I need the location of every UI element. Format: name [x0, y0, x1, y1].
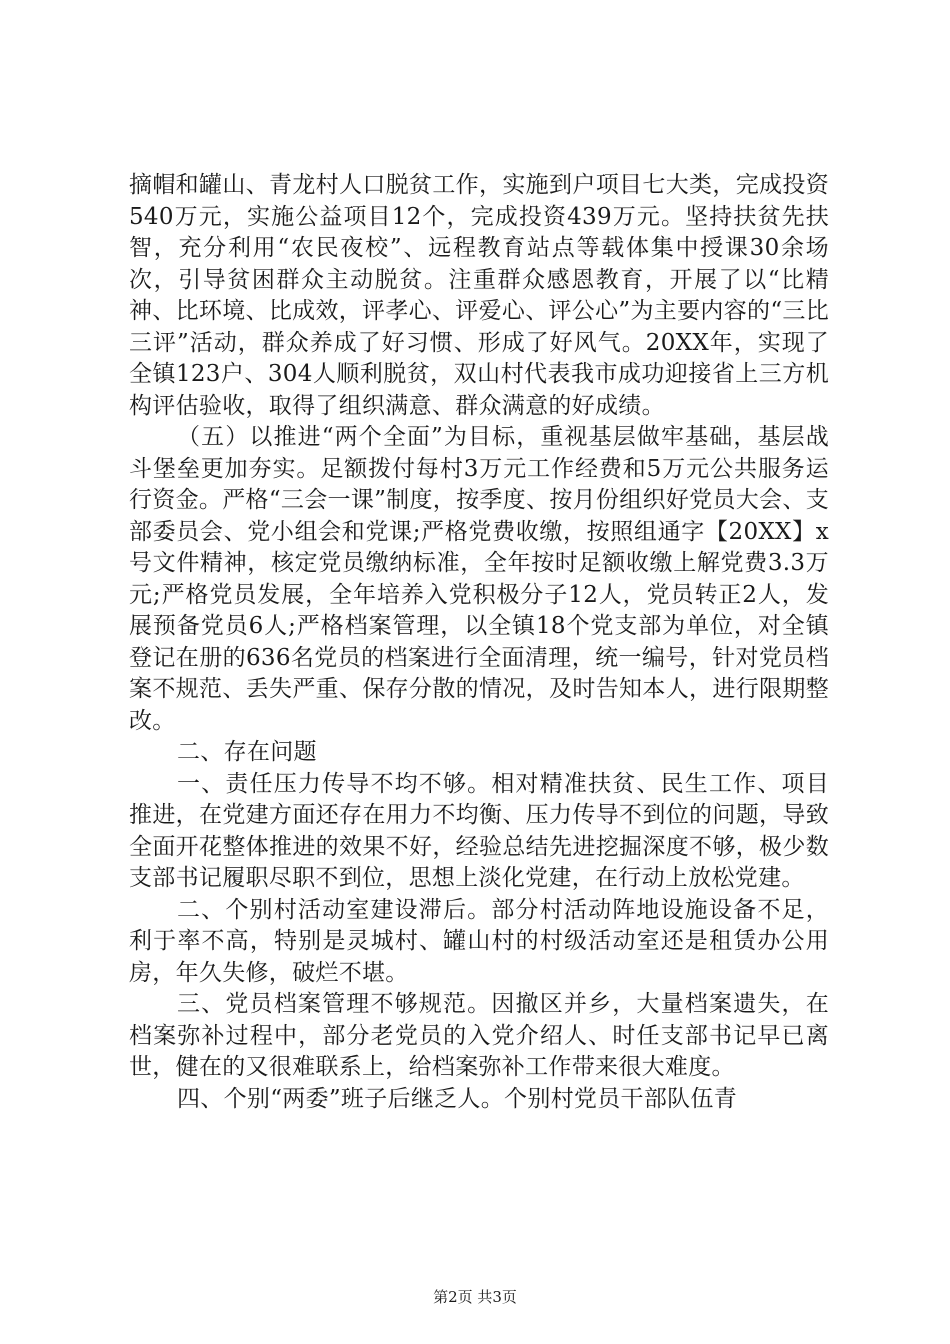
paragraph-problem-1: 一、责任压力传导不均不够。相对精准扶贫、民生工作、项目推进，在党建方面还存在用力不均衡、压力传导不到位的问题，导致全面开花整体推进的效果不好，经验总结先进挖掘深度不够，极少数支部书记履职尽职不到位，思想上淡化党建，在行动上放松党建。: [129, 770, 829, 891]
paragraph-problem-2: 二、个别村活动室建设滞后。部分村活动阵地设施设备不足，利于率不高，特别是灵城村、罐山村的村级活动室还是租赁办公用房，年久失修，破烂不堪。: [129, 896, 829, 986]
paragraph-grassroots: （五）以推进“两个全面”为目标，重视基层做牢基础，基层战斗堡垒更加夯实。足额拨付每村3万元工作经费和5万元公共服务运行资金。严格“三会一课”制度，按季度、按月份组织好党员大会、支部委员会、党小组会和党课;严格党费收缴，按照组通字【20XX】x号文件精神，核定党员缴纳标准，全年按时足额收缴上解党费3.3万元;严格党员发展，全年培养入党积极分子12人，党员转正2人，发展预备党员6人;严格档案管理，以全镇18个党支部为单位，对全镇登记在册的636名党员的档案进行全面清理，统一编号，针对党员档案不规范、丢失严重、保存分散的情况，及时告知本人，进行限期整改。: [129, 424, 829, 734]
page-footer: 第2页 共3页: [433, 1288, 517, 1306]
paragraph-problem-4: 四、个别“两委”班子后继乏人。个别村党员干部队伍青: [177, 1085, 738, 1112]
document-body: [129, 170, 829, 1115]
section-heading-problems: 二、存在问题: [177, 739, 317, 765]
paragraph-problem-3: 三、党员档案管理不够规范。因撤区并乡，大量档案遗失，在档案弥补过程中，部分老党员的入党介绍人、时任支部书记早已离世，健在的又很难联系上，给档案弥补工作带来很大难度。: [129, 991, 829, 1080]
paragraph-poverty-alleviation: 摘帽和罐山、青龙村人口脱贫工作，实施到户项目七大类，完成投资540万元，实施公益项目12个，完成投资439万元。坚持扶贫先扶智，充分利用“农民夜校”、远程教育站点等载体集中授课30余场次，引导贫困群众主动脱贫。注重群众感恩教育，开展了以“比精神、比环境、比成效，评孝心、评爱心、评公心”为主要内容的“三比三评”活动，群众养成了好习惯、形成了好风气。20XX年，实现了全镇123户、304人顺利脱贫，双山村代表我市成功迎接省上三方机构评估验收，取得了组织满意、群众满意的好成绩。: [129, 172, 829, 419]
